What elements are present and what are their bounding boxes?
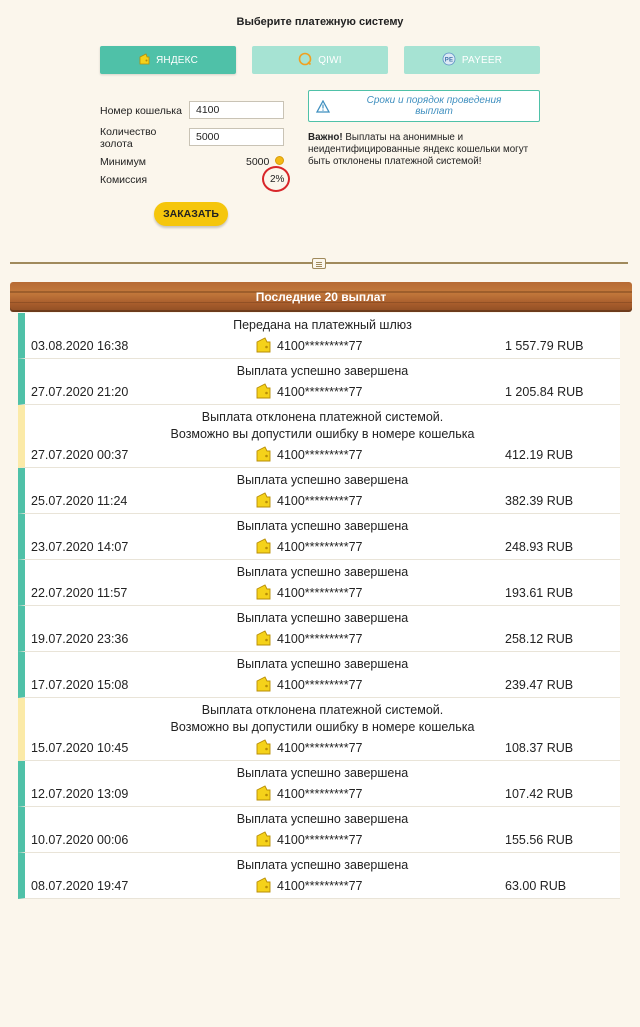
yandex-wallet-icon xyxy=(255,538,271,557)
page-title: Выберите платежную систему xyxy=(236,16,404,28)
payout-row xyxy=(18,761,620,807)
payout-date: 23.07.2020 14:07 xyxy=(31,540,129,554)
payout-row xyxy=(18,359,620,405)
payout-row xyxy=(18,606,620,652)
payout-status-line2: Возможно вы допустили ошибку в номере кошелька xyxy=(170,720,475,734)
yandex-wallet-icon xyxy=(255,446,271,465)
payout-status xyxy=(25,807,620,828)
payout-date: 27.07.2020 21:20 xyxy=(31,385,129,399)
payout-status-line1: Выплата успешно завершена xyxy=(236,858,409,872)
payout-status xyxy=(25,514,620,535)
payout-wallet xyxy=(255,584,505,603)
terms-line1: Сроки и порядок проведения xyxy=(366,95,502,106)
gold-label-line2: золота xyxy=(100,138,133,150)
payout-status-line1: Выплата отклонена платежной системой. xyxy=(201,410,444,424)
payout-date: 12.07.2020 13:09 xyxy=(31,787,129,801)
payeer-icon xyxy=(442,52,456,69)
minimum-label: Минимум xyxy=(100,156,146,168)
terms-line2: выплат xyxy=(415,106,453,117)
payout-wallet-number: 4100*********77 xyxy=(277,879,363,893)
payout-date: 19.07.2020 23:36 xyxy=(31,632,129,646)
commission-value: 2% xyxy=(270,174,285,185)
payouts-banner xyxy=(10,282,632,312)
payout-date: 17.07.2020 15:08 xyxy=(31,678,129,692)
payout-amount: 108.37 RUB xyxy=(505,741,574,755)
payout-wallet xyxy=(255,446,505,465)
payout-status-line1: Передана на платежный шлюз xyxy=(233,318,412,332)
payout-row xyxy=(18,560,620,606)
payout-row xyxy=(18,514,620,560)
payout-wallet-number: 4100*********77 xyxy=(277,741,363,755)
payout-status-line1: Выплата успешно завершена xyxy=(236,565,409,579)
yandex-wallet-icon xyxy=(255,831,271,850)
payout-date: 25.07.2020 11:24 xyxy=(31,494,128,508)
payout-amount: 107.42 RUB xyxy=(505,787,574,801)
payment-payeer-button[interactable] xyxy=(404,46,540,74)
list-icon[interactable] xyxy=(312,258,326,269)
payment-qiwi-label: QIWI xyxy=(318,54,342,66)
wallet-label: Номер кошелька xyxy=(100,105,182,117)
payout-status-line1: Выплата успешно завершена xyxy=(236,812,409,826)
svg-text:PE: PE xyxy=(444,57,454,63)
payout-row xyxy=(18,698,620,761)
yandex-wallet-icon xyxy=(255,383,271,402)
payout-status-line1: Выплата успешно завершена xyxy=(236,364,409,378)
payout-status-line1: Выплата успешно завершена xyxy=(236,611,409,625)
yandex-wallet-icon xyxy=(255,739,271,758)
payout-status-line2: Возможно вы допустили ошибку в номере кошелька xyxy=(170,427,475,441)
payout-amount: 382.39 RUB xyxy=(505,494,574,508)
payout-wallet-number: 4100*********77 xyxy=(277,385,363,399)
payout-wallet xyxy=(255,739,505,758)
yandex-wallet-icon xyxy=(255,492,271,511)
payout-status xyxy=(25,405,620,443)
payout-row xyxy=(18,853,620,899)
gold-amount-input[interactable] xyxy=(189,128,284,146)
payout-wallet-number: 4100*********77 xyxy=(277,632,363,646)
wallet-input[interactable] xyxy=(189,101,284,119)
note-bold: Важно! xyxy=(308,132,343,143)
payout-status-line1: Выплата успешно завершена xyxy=(236,657,409,671)
yandex-wallet-icon xyxy=(255,877,271,896)
payout-wallet xyxy=(255,676,505,695)
terms-link[interactable] xyxy=(308,90,540,122)
payment-yandex-button[interactable] xyxy=(100,46,236,74)
payout-row xyxy=(18,313,620,359)
yandex-wallet-icon xyxy=(255,584,271,603)
payout-date: 27.07.2020 00:37 xyxy=(31,448,129,462)
payout-date: 03.08.2020 16:38 xyxy=(31,339,129,353)
payout-amount: 1 205.84 RUB xyxy=(505,385,584,399)
payout-details xyxy=(25,736,620,760)
payout-wallet xyxy=(255,785,505,804)
qiwi-icon xyxy=(298,52,312,69)
payout-status xyxy=(25,698,620,736)
payout-wallet xyxy=(255,831,505,850)
payout-amount: 248.93 RUB xyxy=(505,540,574,554)
terms-link-text xyxy=(337,95,539,117)
payout-details xyxy=(25,334,620,358)
payment-payeer-label: PAYEER xyxy=(461,54,503,66)
gold-coin-icon xyxy=(275,156,284,165)
payout-wallet-number: 4100*********77 xyxy=(277,678,363,692)
payout-status-line1: Выплата успешно завершена xyxy=(236,766,409,780)
payout-details xyxy=(25,443,620,467)
payouts-title: Последние 20 выплат xyxy=(255,290,387,304)
payout-wallet-number: 4100*********77 xyxy=(277,787,363,801)
yandex-wallet-icon xyxy=(255,630,271,649)
payout-details xyxy=(25,489,620,513)
payout-amount: 412.19 RUB xyxy=(505,448,574,462)
payout-row xyxy=(18,405,620,468)
payout-wallet xyxy=(255,337,505,356)
payout-details xyxy=(25,828,620,852)
payout-wallet xyxy=(255,630,505,649)
payout-wallet xyxy=(255,492,505,511)
payout-details xyxy=(25,535,620,559)
payout-date: 22.07.2020 11:57 xyxy=(31,586,128,600)
payout-row xyxy=(18,468,620,514)
payout-details xyxy=(25,874,620,898)
yandex-wallet-icon xyxy=(255,785,271,804)
payouts-list xyxy=(18,313,620,899)
yandex-wallet-icon xyxy=(255,337,271,356)
payout-status-line1: Выплата успешно завершена xyxy=(236,473,409,487)
payout-status-line1: Выплата отклонена платежной системой. xyxy=(201,703,444,717)
payout-wallet xyxy=(255,383,505,402)
payout-amount: 1 557.79 RUB xyxy=(505,339,584,353)
payout-amount: 155.56 RUB xyxy=(505,833,574,847)
commission-label: Комиссия xyxy=(100,174,148,186)
payout-details xyxy=(25,782,620,806)
order-button[interactable]: ЗАКАЗАТЬ xyxy=(154,202,228,226)
payout-details xyxy=(25,627,620,651)
payout-wallet-number: 4100*********77 xyxy=(277,448,363,462)
payout-status xyxy=(25,853,620,874)
payout-status-line1: Выплата успешно завершена xyxy=(236,519,409,533)
payout-wallet-number: 4100*********77 xyxy=(277,339,363,353)
payout-status xyxy=(25,606,620,627)
payout-status xyxy=(25,468,620,489)
payout-date: 15.07.2020 10:45 xyxy=(31,741,129,755)
note-text: Выплаты на анонимные и неидентифицированные яндекс кошельки могут быть отклонены платежной системой! xyxy=(308,132,529,167)
payment-yandex-label: ЯНДЕКС xyxy=(155,54,199,66)
payout-wallet-number: 4100*********77 xyxy=(277,540,363,554)
payout-details xyxy=(25,581,620,605)
payout-wallet xyxy=(255,877,505,896)
payout-status xyxy=(25,313,620,334)
payout-row xyxy=(18,807,620,853)
payout-status xyxy=(25,761,620,782)
payout-details xyxy=(25,380,620,404)
payout-amount: 258.12 RUB xyxy=(505,632,574,646)
payout-amount: 193.61 RUB xyxy=(505,586,574,600)
highlight-circle xyxy=(262,166,290,192)
payout-date: 10.07.2020 00:06 xyxy=(31,833,129,847)
payout-status xyxy=(25,652,620,673)
payout-wallet-number: 4100*********77 xyxy=(277,494,363,508)
payout-wallet-number: 4100*********77 xyxy=(277,586,363,600)
payout-wallet xyxy=(255,538,505,557)
yandex-wallet-icon xyxy=(138,53,150,68)
payout-amount: 63.00 RUB xyxy=(505,879,567,893)
yandex-wallet-icon xyxy=(255,676,271,695)
payout-status xyxy=(25,359,620,380)
payout-wallet-number: 4100*********77 xyxy=(277,833,363,847)
payment-qiwi-button[interactable] xyxy=(252,46,388,74)
gold-label-line1: Количество xyxy=(100,126,157,138)
payout-date: 08.07.2020 19:47 xyxy=(31,879,129,893)
payout-amount: 239.47 RUB xyxy=(505,678,574,692)
payout-status xyxy=(25,560,620,581)
warning-icon xyxy=(309,100,337,113)
payout-row xyxy=(18,652,620,698)
minimum-value: 5000 xyxy=(246,156,270,168)
important-note xyxy=(308,132,548,168)
payout-details xyxy=(25,673,620,697)
